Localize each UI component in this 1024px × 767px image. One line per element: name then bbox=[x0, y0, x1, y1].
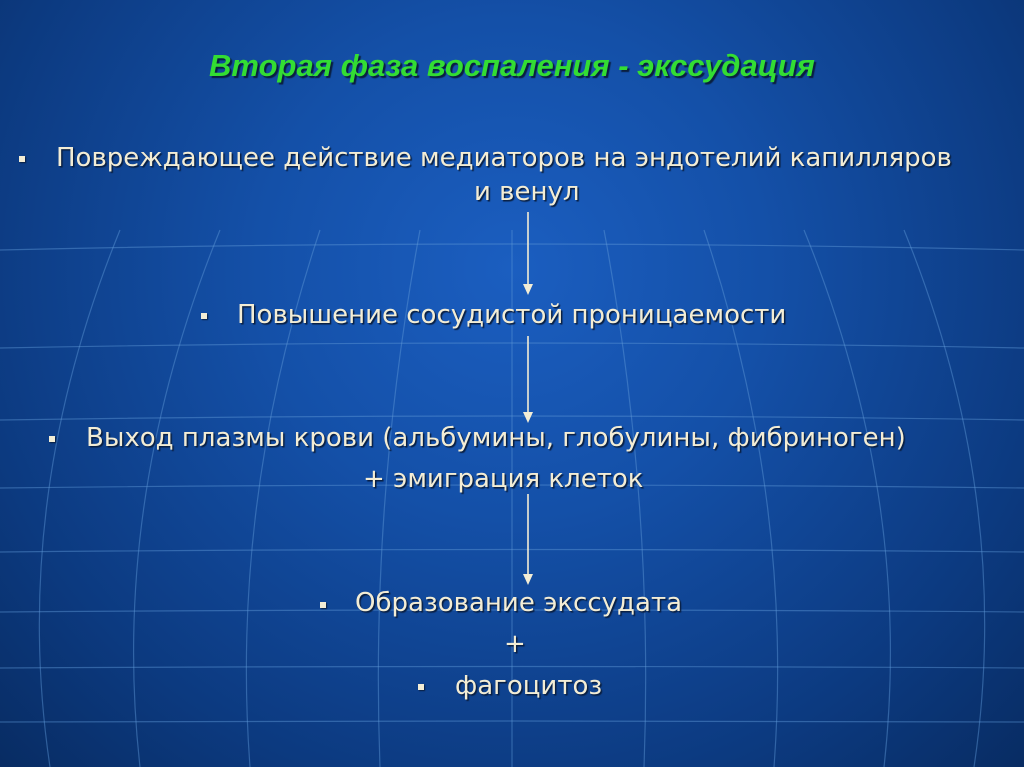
step-5-text: фагоцитоз bbox=[455, 671, 603, 701]
slide-title: Вторая фаза воспаления - экссудация bbox=[209, 48, 815, 83]
step-3-line-2: + эмиграция клеток bbox=[363, 464, 644, 494]
step-4-text: Образование экссудата bbox=[355, 588, 683, 618]
step-1-line-1: Повреждающее действие медиаторов на эндотелий капилляров bbox=[56, 143, 952, 173]
bullet-4 bbox=[320, 602, 326, 608]
step-3-line-1: Выход плазмы крови (альбумины, глобулины, фибриноген) bbox=[86, 423, 906, 453]
bullet-5 bbox=[418, 684, 424, 690]
step-2-text: Повышение сосудистой проницаемости bbox=[237, 300, 787, 330]
step-1-line-2: и венул bbox=[474, 177, 580, 207]
plus-sign: + bbox=[504, 629, 526, 659]
